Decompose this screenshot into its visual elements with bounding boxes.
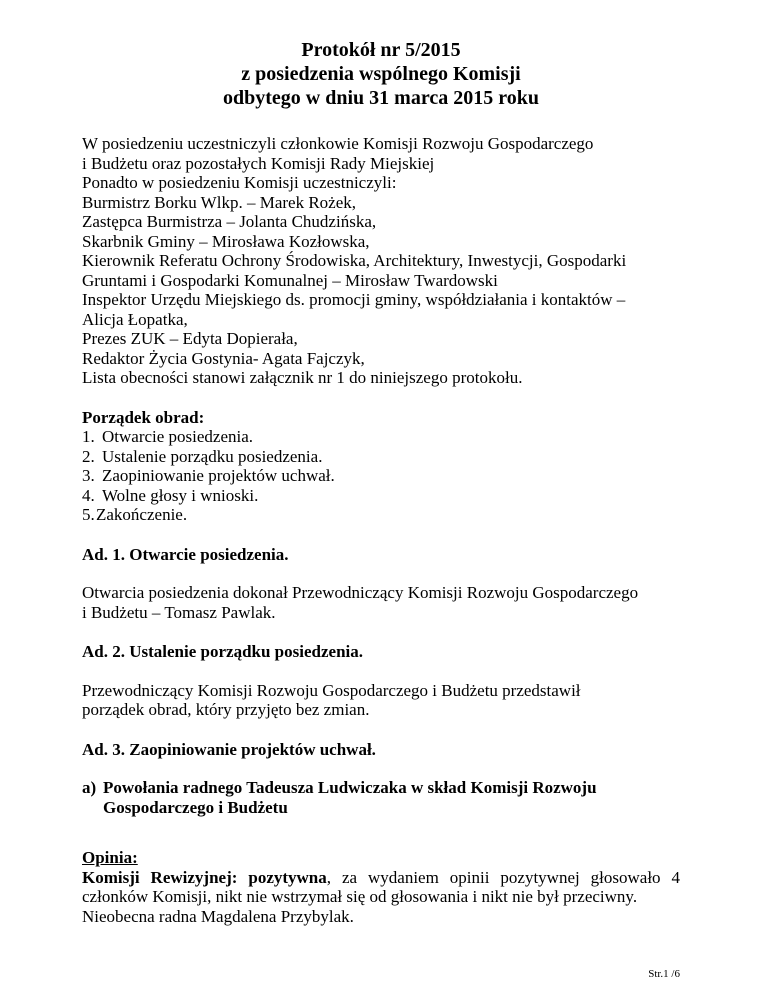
agenda-section	[82, 408, 680, 525]
ad3-subitem	[82, 778, 680, 817]
attendance-line: Lista obecności stanowi załącznik nr 1 do niniejszego protokołu.	[82, 368, 523, 387]
agenda-item	[82, 427, 680, 447]
title-line-1: Protokół nr 5/2015	[301, 39, 461, 61]
agenda-heading: Porządek obrad:	[82, 407, 205, 427]
attendance-line: Zastępca Burmistrza – Jolanta Chudzińska,	[82, 212, 377, 231]
ad1-heading: Ad. 1. Otwarcie posiedzenia.	[82, 544, 289, 564]
agenda-item-number: 2.	[82, 446, 95, 466]
attendance-line: Kierownik Referatu Ochrony Środowiska, Architektury, Inwestycji, Gospodarki	[82, 251, 627, 270]
ad3-heading: Ad. 3. Zaopiniowanie projektów uchwał.	[82, 739, 376, 759]
ad2-line: Przewodniczący Komisji Rozwoju Gospodarczego i Budżetu przedstawił	[82, 680, 581, 700]
attendance-line: Inspektor Urzędu Miejskiego ds. promocji gminy, współdziałania i kontaktów –	[82, 290, 626, 309]
opinion-text	[82, 868, 680, 907]
opinion-commission: Komisji Rewizyjnej: pozytywna	[82, 867, 327, 887]
agenda-item-number: 5.	[82, 505, 95, 524]
page-number: Str.1 /6	[648, 968, 680, 980]
ad1-line: Otwarcia posiedzenia dokonał Przewodniczący Komisji Rozwoju Gospodarczego	[82, 583, 639, 602]
agenda-item-text: Otwarcie posiedzenia.	[102, 427, 254, 446]
agenda-list	[82, 427, 680, 525]
agenda-item-text: Zaopiniowanie projektów uchwał.	[102, 466, 335, 485]
opinion-vote-text: , za wydaniem opinii pozytywnej głosowało 4 członków Komisji, nikt nie wstrzymał się od głosowania i nikt nie był przeciwny.	[82, 867, 680, 906]
ad2-heading: Ad. 2. Ustalenie porządku posiedzenia.	[82, 642, 363, 661]
agenda-item-number: 4.	[82, 485, 95, 505]
opinion-absent: Nieobecna radna Magdalena Przybylak.	[82, 906, 354, 926]
ad3-subitem-label: a)	[82, 778, 97, 797]
ad2-line: porządek obrad, który przyjęto bez zmian.	[82, 700, 370, 719]
title-line-3: odbytego w dniu 31 marca 2015 roku	[223, 87, 539, 109]
document-title	[82, 0, 680, 110]
agenda-item-text: Wolne głosy i wnioski.	[102, 485, 259, 505]
attendance-line: Skarbnik Gminy – Mirosława Kozłowska,	[82, 231, 370, 251]
title-line-2: z posiedzenia wspólnego Komisji	[241, 63, 521, 85]
ad1-body	[82, 583, 680, 622]
ad1-line: i Budżetu – Tomasz Pawlak.	[82, 602, 276, 622]
attendance-block	[82, 134, 680, 388]
attendance-line: Burmistrz Borku Wlkp. – Marek Rożek,	[82, 192, 357, 212]
agenda-item	[82, 486, 680, 506]
attendance-line: Gruntami i Gospodarki Komunalnej – Mirosław Twardowski	[82, 270, 498, 290]
agenda-item-text: Zakończenie.	[96, 505, 188, 524]
opinion-heading: Opinia:	[82, 848, 138, 867]
attendance-line: Ponadto w posiedzeniu Komisji uczestniczyli:	[82, 173, 397, 192]
agenda-item	[82, 447, 680, 467]
attendance-line: Prezes ZUK – Edyta Dopierała,	[82, 329, 298, 348]
agenda-item-text: Ustalenie porządku posiedzenia.	[102, 446, 323, 466]
ad2-body	[82, 681, 680, 720]
attendance-line: i Budżetu oraz pozostałych Komisji Rady Miejskiej	[82, 153, 435, 173]
ad3-subitem-text: Powołania radnego Tadeusza Ludwiczaka w skład Komisji Rozwoju Gospodarczego i Budżetu	[103, 778, 597, 817]
agenda-item	[82, 505, 680, 525]
attendance-line: W posiedzeniu uczestniczyli członkowie Komisji Rozwoju Gospodarczego	[82, 134, 594, 153]
attendance-line: Redaktor Życia Gostynia- Agata Fajczyk,	[82, 348, 365, 368]
agenda-item-number: 1.	[82, 427, 95, 446]
agenda-item-number: 3.	[82, 466, 95, 485]
attendance-line: Alicja Łopatka,	[82, 309, 188, 329]
agenda-item	[82, 466, 680, 486]
